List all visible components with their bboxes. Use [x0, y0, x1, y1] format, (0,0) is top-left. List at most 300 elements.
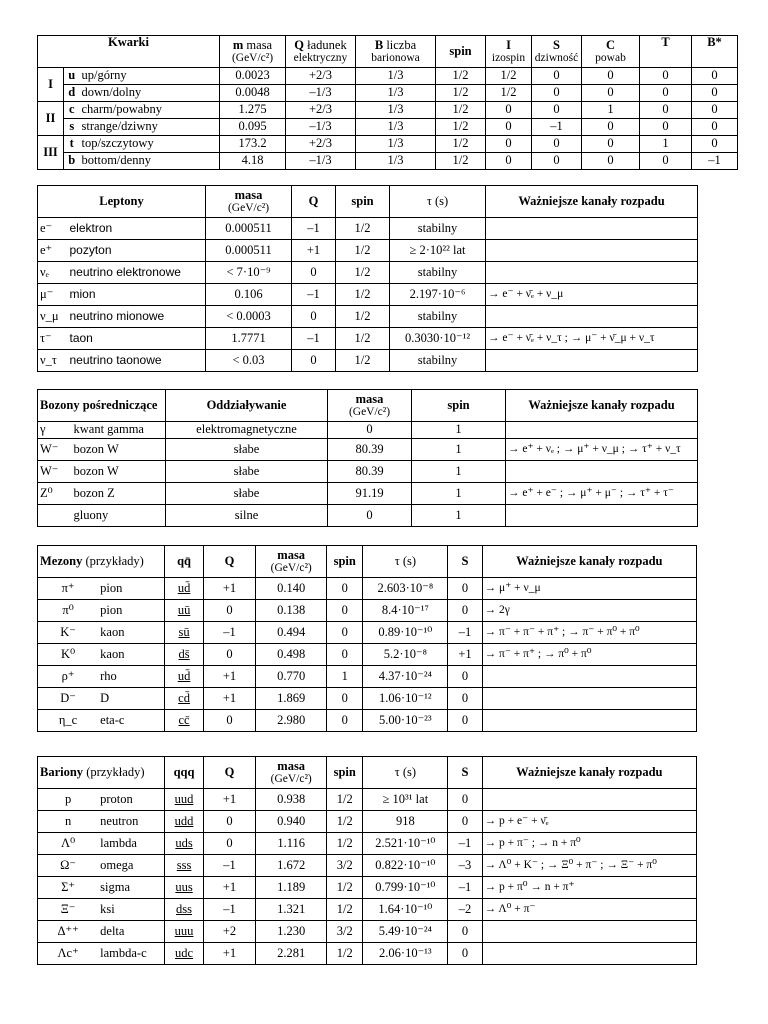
- meson-spin: 0: [327, 578, 363, 600]
- quark-mass: 1.275: [220, 102, 286, 119]
- meson-lifetime: 5.00·10⁻²³: [363, 710, 448, 732]
- quarks-header-top: T: [640, 36, 692, 68]
- mesons-header-spin: spin: [327, 546, 363, 578]
- meson-decay: → π⁻ + π⁺ ; → π⁰ + π⁰: [482, 644, 696, 666]
- quark-isospin: 1/2: [486, 85, 532, 102]
- baryon-decay: → p + π⁻ ; → n + π⁰: [482, 833, 696, 855]
- lepton-lifetime: stabilny: [390, 306, 486, 328]
- meson-strangeness: 0: [448, 710, 482, 732]
- lepton-row: [38, 240, 698, 262]
- baryon-row: [38, 921, 697, 943]
- meson-lifetime: 4.37·10⁻²⁴: [363, 666, 448, 688]
- baryons-header-charge: Q: [203, 757, 256, 789]
- meson-name: rho: [98, 666, 165, 688]
- boson-symbol: [38, 505, 72, 527]
- baryon-decay: → Λ⁰ + K⁻ ; → Ξ⁰ + π⁻ ; → Ξ⁻ + π⁰: [482, 855, 696, 877]
- leptons-header-row: [38, 186, 698, 218]
- mesons-header-strangeness: S: [448, 546, 482, 578]
- lepton-decay: [486, 306, 698, 328]
- lepton-mass: < 0.03: [206, 350, 292, 372]
- baryon-spin: 3/2: [327, 921, 363, 943]
- baryon-spin: 1/2: [327, 943, 363, 965]
- quark-mass: 0.0048: [220, 85, 286, 102]
- meson-lifetime: 1.06·10⁻¹²: [363, 688, 448, 710]
- meson-lifetime: 8.4·10⁻¹⁷: [363, 600, 448, 622]
- lepton-symbol: ν_τ: [38, 350, 68, 372]
- boson-mass: 0: [328, 505, 412, 527]
- quark-mass: 4.18: [220, 153, 286, 170]
- baryon-quark-content: uus: [165, 877, 203, 899]
- bosons-header-name: Bozony pośredniczące: [38, 390, 166, 422]
- lepton-charge: 0: [292, 262, 336, 284]
- leptons-header-spin: spin: [336, 186, 390, 218]
- quark-topness: 1: [640, 136, 692, 153]
- quark-charm: 0: [582, 153, 640, 170]
- bosons-header-mass: masa (GeV/c²): [328, 390, 412, 422]
- quark-strangeness: 0: [532, 102, 582, 119]
- baryon-strangeness: 0: [448, 789, 482, 811]
- baryon-spin: 1/2: [327, 811, 363, 833]
- lepton-charge: –1: [292, 328, 336, 350]
- quark-strangeness: –1: [532, 119, 582, 136]
- quark-bottomness: 0: [692, 136, 738, 153]
- lepton-row: [38, 284, 698, 306]
- boson-decay: [506, 461, 698, 483]
- baryon-charge: 0: [203, 833, 256, 855]
- bosons-header-spin: spin: [412, 390, 506, 422]
- quark-mass: 0.0023: [220, 68, 286, 85]
- boson-name: bozon W: [72, 461, 166, 483]
- baryon-row: [38, 811, 697, 833]
- quark-spin: 1/2: [436, 136, 486, 153]
- meson-decay: → π⁻ + π⁻ + π⁺ ; → π⁻ + π⁰ + π⁰: [482, 622, 696, 644]
- meson-quark-content: sū: [165, 622, 203, 644]
- meson-strangeness: 0: [448, 578, 482, 600]
- lepton-spin: 1/2: [336, 328, 390, 350]
- lepton-spin: 1/2: [336, 350, 390, 372]
- baryon-strangeness: –1: [448, 877, 482, 899]
- quark-baryon-number: 1/3: [356, 136, 436, 153]
- meson-decay: [482, 688, 696, 710]
- quark-charm: 1: [582, 102, 640, 119]
- baryon-charge: –1: [203, 855, 256, 877]
- boson-row: [38, 483, 698, 505]
- baryons-header-decay: Ważniejsze kanały rozpadu: [482, 757, 696, 789]
- lepton-symbol: νₑ: [38, 262, 68, 284]
- quarks-table: [37, 35, 738, 170]
- baryon-lifetime: 5.49·10⁻²⁴: [363, 921, 448, 943]
- baryon-row: [38, 833, 697, 855]
- meson-strangeness: 0: [448, 666, 482, 688]
- quark-row: [38, 102, 738, 119]
- lepton-decay: [486, 350, 698, 372]
- baryon-decay: → p + e⁻ + ν̄ₑ: [482, 811, 696, 833]
- quark-baryon-number: 1/3: [356, 119, 436, 136]
- quark-baryon-number: 1/3: [356, 153, 436, 170]
- lepton-decay: [486, 218, 698, 240]
- quark-strangeness: 0: [532, 68, 582, 85]
- meson-row: [38, 688, 697, 710]
- quark-symbol: s: [64, 119, 80, 136]
- quark-spin: 1/2: [436, 153, 486, 170]
- baryon-symbol: Λ⁰: [38, 833, 99, 855]
- boson-spin: 1: [412, 422, 506, 439]
- boson-name: kwant gamma: [72, 422, 166, 439]
- quark-row: [38, 68, 738, 85]
- quark-strangeness: 0: [532, 153, 582, 170]
- meson-spin: 0: [327, 688, 363, 710]
- baryon-mass: 1.116: [256, 833, 327, 855]
- baryon-name: neutron: [98, 811, 165, 833]
- lepton-decay: [486, 240, 698, 262]
- lepton-charge: +1: [292, 240, 336, 262]
- baryon-row: [38, 943, 697, 965]
- boson-mass: 91.19: [328, 483, 412, 505]
- boson-row: [38, 505, 698, 527]
- meson-name: eta-c: [98, 710, 165, 732]
- baryon-strangeness: 0: [448, 943, 482, 965]
- baryon-lifetime: 2.06·10⁻¹³: [363, 943, 448, 965]
- quark-charm: 0: [582, 68, 640, 85]
- leptons-header-mass: masa (GeV/c²): [206, 186, 292, 218]
- meson-strangeness: –1: [448, 622, 482, 644]
- lepton-spin: 1/2: [336, 262, 390, 284]
- baryon-symbol: Ξ⁻: [38, 899, 99, 921]
- quark-symbol: c: [64, 102, 80, 119]
- lepton-name: elektron: [68, 218, 206, 240]
- boson-symbol: W⁻: [38, 461, 72, 483]
- baryon-spin: 1/2: [327, 789, 363, 811]
- quarks-header-name: Kwarki: [38, 36, 220, 68]
- boson-symbol: γ: [38, 422, 72, 439]
- mesons-header-mass: masa (GeV/c²): [256, 546, 327, 578]
- quark-mass: 0.095: [220, 119, 286, 136]
- boson-symbol: Z⁰: [38, 483, 72, 505]
- meson-quark-content: uū: [165, 600, 203, 622]
- meson-charge: +1: [203, 578, 256, 600]
- quarks-header-bottom: B*: [692, 36, 738, 68]
- quark-charge: –1/3: [286, 119, 356, 136]
- baryon-symbol: Λc⁺: [38, 943, 99, 965]
- baryon-lifetime: 1.64·10⁻¹⁰: [363, 899, 448, 921]
- meson-lifetime: 2.603·10⁻⁸: [363, 578, 448, 600]
- lepton-decay: [486, 262, 698, 284]
- baryon-decay: → p + π⁰ → n + π⁺: [482, 877, 696, 899]
- leptons-header-decay: Ważniejsze kanały rozpadu: [486, 186, 698, 218]
- baryon-strangeness: 0: [448, 921, 482, 943]
- lepton-lifetime: stabilny: [390, 350, 486, 372]
- meson-quark-content: ds̄: [165, 644, 203, 666]
- meson-name: pion: [98, 578, 165, 600]
- baryon-name: proton: [98, 789, 165, 811]
- lepton-charge: –1: [292, 218, 336, 240]
- baryon-quark-content: dss: [165, 899, 203, 921]
- lepton-spin: 1/2: [336, 218, 390, 240]
- quark-charm: 0: [582, 119, 640, 136]
- meson-decay: → μ⁺ + ν_μ: [482, 578, 696, 600]
- quark-row: [38, 153, 738, 170]
- quarks-header-mass: m masa (GeV/c²): [220, 36, 286, 68]
- quarks-header-charge: Q ładunek elektryczny: [286, 36, 356, 68]
- quark-topness: 0: [640, 153, 692, 170]
- meson-strangeness: 0: [448, 688, 482, 710]
- lepton-charge: 0: [292, 306, 336, 328]
- mesons-header-row: [38, 546, 697, 578]
- mesons-header-quarks: qq̄: [165, 546, 203, 578]
- baryon-mass: 1.189: [256, 877, 327, 899]
- meson-mass: 0.494: [256, 622, 327, 644]
- boson-name: bozon W: [72, 439, 166, 461]
- baryon-strangeness: –1: [448, 833, 482, 855]
- lepton-symbol: ν_μ: [38, 306, 68, 328]
- mesons-header-lifetime: τ (s): [363, 546, 448, 578]
- baryon-row: [38, 899, 697, 921]
- meson-quark-content: cc̄: [165, 710, 203, 732]
- baryon-name: lambda: [98, 833, 165, 855]
- quark-name: down/dolny: [80, 85, 220, 102]
- lepton-spin: 1/2: [336, 240, 390, 262]
- quark-symbol: b: [64, 153, 80, 170]
- quark-charge: +2/3: [286, 102, 356, 119]
- baryon-mass: 1.672: [256, 855, 327, 877]
- quark-bottomness: 0: [692, 68, 738, 85]
- baryon-name: ksi: [98, 899, 165, 921]
- bosons-header-row: [38, 390, 698, 422]
- baryon-decay: [482, 921, 696, 943]
- baryon-row: [38, 877, 697, 899]
- baryons-header-spin: spin: [327, 757, 363, 789]
- leptons-header-charge: Q: [292, 186, 336, 218]
- meson-name: kaon: [98, 644, 165, 666]
- meson-row: [38, 622, 697, 644]
- boson-mass: 80.39: [328, 461, 412, 483]
- meson-quark-content: ud̄: [165, 666, 203, 688]
- lepton-mass: 0.000511: [206, 240, 292, 262]
- lepton-mass: 1.7771: [206, 328, 292, 350]
- baryons-header-mass: masa (GeV/c²): [256, 757, 327, 789]
- baryon-spin: 1/2: [327, 877, 363, 899]
- meson-name: D: [98, 688, 165, 710]
- boson-row: [38, 422, 698, 439]
- boson-spin: 1: [412, 461, 506, 483]
- baryons-table: [37, 756, 697, 965]
- quark-strangeness: 0: [532, 85, 582, 102]
- lepton-decay: → e⁻ + ν̄ₑ + ν_τ ; → μ⁻ + ν̄_μ + ν_τ: [486, 328, 698, 350]
- quark-isospin: 0: [486, 153, 532, 170]
- lepton-row: [38, 218, 698, 240]
- baryon-lifetime: 2.521·10⁻¹⁰: [363, 833, 448, 855]
- baryon-row: [38, 789, 697, 811]
- lepton-name: pozyton: [68, 240, 206, 262]
- lepton-mass: < 7·10⁻⁹: [206, 262, 292, 284]
- meson-spin: 0: [327, 710, 363, 732]
- quark-isospin: 0: [486, 119, 532, 136]
- baryon-mass: 1.230: [256, 921, 327, 943]
- baryon-strangeness: 0: [448, 811, 482, 833]
- baryon-lifetime: 0.799·10⁻¹⁰: [363, 877, 448, 899]
- lepton-charge: 0: [292, 350, 336, 372]
- quark-charge: +2/3: [286, 136, 356, 153]
- baryon-strangeness: –3: [448, 855, 482, 877]
- baryon-charge: +2: [203, 921, 256, 943]
- baryon-name: delta: [98, 921, 165, 943]
- quark-mass: 173.2: [220, 136, 286, 153]
- bosons-header-decay: Ważniejsze kanały rozpadu: [506, 390, 698, 422]
- baryon-name: lambda-c: [98, 943, 165, 965]
- baryon-quark-content: udc: [165, 943, 203, 965]
- boson-decay: → e⁺ + e⁻ ; → μ⁺ + μ⁻ ; → τ⁺ + τ⁻: [506, 483, 698, 505]
- lepton-row: [38, 262, 698, 284]
- lepton-name: taon: [68, 328, 206, 350]
- baryon-spin: 3/2: [327, 855, 363, 877]
- quarks-header-strangeness: S dziwność: [532, 36, 582, 68]
- baryon-strangeness: –2: [448, 899, 482, 921]
- lepton-row: [38, 328, 698, 350]
- leptons-table: [37, 185, 698, 372]
- baryons-header-quarks: qqq: [165, 757, 203, 789]
- quark-name: strange/dziwny: [80, 119, 220, 136]
- lepton-name: neutrino mionowe: [68, 306, 206, 328]
- meson-strangeness: +1: [448, 644, 482, 666]
- quark-generation: III: [38, 136, 64, 170]
- quark-topness: 0: [640, 68, 692, 85]
- leptons-header-lifetime: τ (s): [390, 186, 486, 218]
- quark-isospin: 0: [486, 102, 532, 119]
- quarks-header-charm: C powab: [582, 36, 640, 68]
- baryon-quark-content: udd: [165, 811, 203, 833]
- lepton-decay: → e⁻ + ν̄ₑ + ν_μ: [486, 284, 698, 306]
- quark-name: top/szczytowy: [80, 136, 220, 153]
- meson-quark-content: ud̄: [165, 578, 203, 600]
- meson-symbol: ρ⁺: [38, 666, 99, 688]
- boson-interaction: słabe: [166, 483, 328, 505]
- mesons-header-charge: Q: [203, 546, 256, 578]
- meson-mass: 0.498: [256, 644, 327, 666]
- baryon-symbol: n: [38, 811, 99, 833]
- lepton-charge: –1: [292, 284, 336, 306]
- quarks-header-isospin: I izospin: [486, 36, 532, 68]
- meson-mass: 2.980: [256, 710, 327, 732]
- quark-bottomness: –1: [692, 153, 738, 170]
- lepton-lifetime: 2.197·10⁻⁶: [390, 284, 486, 306]
- quark-charge: +2/3: [286, 68, 356, 85]
- boson-name: bozon Z: [72, 483, 166, 505]
- quark-charge: –1/3: [286, 153, 356, 170]
- quark-name: up/górny: [80, 68, 220, 85]
- lepton-name: neutrino taonowe: [68, 350, 206, 372]
- meson-symbol: η_c: [38, 710, 99, 732]
- meson-symbol: K⁻: [38, 622, 99, 644]
- quark-symbol: d: [64, 85, 80, 102]
- meson-decay: [482, 710, 696, 732]
- quark-baryon-number: 1/3: [356, 85, 436, 102]
- meson-row: [38, 578, 697, 600]
- baryons-header-strangeness: S: [448, 757, 482, 789]
- lepton-mass: < 0.0003: [206, 306, 292, 328]
- baryon-charge: 0: [203, 811, 256, 833]
- baryon-symbol: Σ⁺: [38, 877, 99, 899]
- boson-name: gluony: [72, 505, 166, 527]
- baryon-lifetime: 0.822·10⁻¹⁰: [363, 855, 448, 877]
- quark-spin: 1/2: [436, 102, 486, 119]
- quark-topness: 0: [640, 102, 692, 119]
- bosons-header-interaction: Oddziaływanie: [166, 390, 328, 422]
- meson-mass: 1.869: [256, 688, 327, 710]
- baryon-spin: 1/2: [327, 833, 363, 855]
- lepton-spin: 1/2: [336, 306, 390, 328]
- quark-bottomness: 0: [692, 102, 738, 119]
- meson-decay: → 2γ: [482, 600, 696, 622]
- quark-isospin: 1/2: [486, 68, 532, 85]
- meson-charge: 0: [203, 600, 256, 622]
- lepton-row: [38, 350, 698, 372]
- baryon-decay: [482, 789, 696, 811]
- baryon-charge: –1: [203, 899, 256, 921]
- baryon-decay: → Λ⁰ + π⁻: [482, 899, 696, 921]
- boson-interaction: elektromagnetyczne: [166, 422, 328, 439]
- baryon-charge: +1: [203, 877, 256, 899]
- quark-symbol: u: [64, 68, 80, 85]
- meson-name: kaon: [98, 622, 165, 644]
- baryon-name: omega: [98, 855, 165, 877]
- quark-charge: –1/3: [286, 85, 356, 102]
- meson-spin: 0: [327, 622, 363, 644]
- meson-charge: +1: [203, 688, 256, 710]
- quark-generation: II: [38, 102, 64, 136]
- quark-strangeness: 0: [532, 136, 582, 153]
- boson-spin: 1: [412, 439, 506, 461]
- lepton-row: [38, 306, 698, 328]
- quark-charm: 0: [582, 136, 640, 153]
- baryon-quark-content: uds: [165, 833, 203, 855]
- lepton-symbol: e⁻: [38, 218, 68, 240]
- meson-mass: 0.770: [256, 666, 327, 688]
- bosons-table: [37, 389, 698, 527]
- boson-interaction: słabe: [166, 439, 328, 461]
- baryon-charge: +1: [203, 789, 256, 811]
- boson-mass: 0: [328, 422, 412, 439]
- quark-spin: 1/2: [436, 68, 486, 85]
- baryon-mass: 0.940: [256, 811, 327, 833]
- quark-isospin: 0: [486, 136, 532, 153]
- boson-row: [38, 439, 698, 461]
- meson-symbol: K⁰: [38, 644, 99, 666]
- quark-name: charm/powabny: [80, 102, 220, 119]
- baryon-mass: 2.281: [256, 943, 327, 965]
- meson-strangeness: 0: [448, 600, 482, 622]
- baryon-name: sigma: [98, 877, 165, 899]
- lepton-symbol: τ⁻: [38, 328, 68, 350]
- meson-charge: +1: [203, 666, 256, 688]
- meson-row: [38, 644, 697, 666]
- boson-interaction: słabe: [166, 461, 328, 483]
- baryon-charge: +1: [203, 943, 256, 965]
- baryon-symbol: Δ⁺⁺: [38, 921, 99, 943]
- meson-decay: [482, 666, 696, 688]
- lepton-lifetime: ≥ 2·10²² lat: [390, 240, 486, 262]
- boson-spin: 1: [412, 505, 506, 527]
- baryon-quark-content: sss: [165, 855, 203, 877]
- lepton-lifetime: stabilny: [390, 262, 486, 284]
- quark-name: bottom/denny: [80, 153, 220, 170]
- meson-charge: –1: [203, 622, 256, 644]
- baryon-lifetime: ≥ 10³¹ lat: [363, 789, 448, 811]
- meson-mass: 0.140: [256, 578, 327, 600]
- baryon-mass: 0.938: [256, 789, 327, 811]
- boson-mass: 80.39: [328, 439, 412, 461]
- meson-spin: 0: [327, 644, 363, 666]
- meson-spin: 0: [327, 600, 363, 622]
